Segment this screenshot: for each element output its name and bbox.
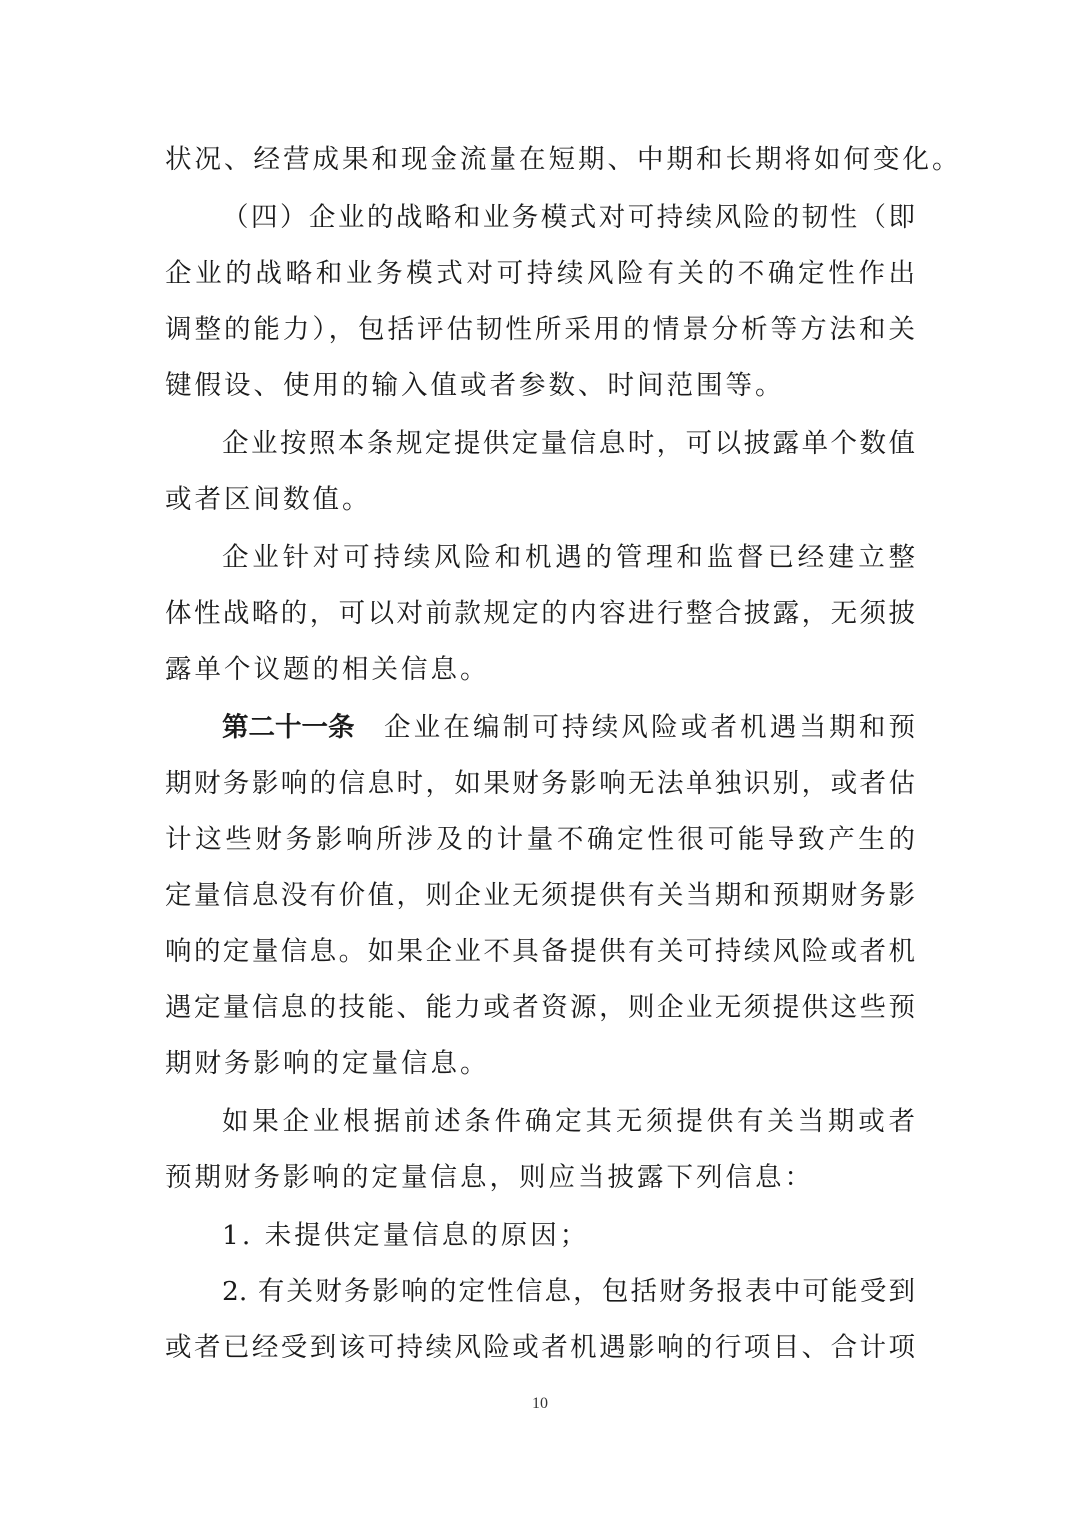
text-line: 调整的能力），包括评估韧性所采用的情景分析等方法和关: [165, 314, 915, 345]
text-line: 状况、经营成果和现金流量在短期、中期和长期将如何变化。: [165, 144, 962, 175]
text-line: 键假设、使用的输入值或者参数、时间范围等。: [165, 370, 785, 401]
text-line: 计这些财务影响所涉及的计量不确定性很可能导致产生的: [165, 824, 915, 855]
text-line: 或者已经受到该可持续风险或者机遇影响的行项目、合计项: [165, 1332, 915, 1363]
article-heading: 第二十一条: [222, 712, 355, 743]
text-line: 露单个议题的相关信息。: [165, 654, 490, 685]
text-line: 企业在编制可持续风险或者机遇当期和预: [384, 712, 915, 743]
text-line: 遇定量信息的技能、能力或者资源，则企业无须提供这些预: [165, 992, 915, 1023]
list-item: 2. 有关财务影响的定性信息，包括财务报表中可能受到: [222, 1276, 915, 1307]
list-item: 1. 未提供定量信息的原因；: [222, 1220, 590, 1251]
text-line: 预期财务影响的定量信息，则应当披露下列信息：: [165, 1162, 814, 1193]
text-line: 企业按照本条规定提供定量信息时，可以披露单个数值: [222, 428, 915, 459]
text-line: 期财务影响的信息时，如果财务影响无法单独识别，或者估: [165, 768, 915, 799]
text-line: 企业的战略和业务模式对可持续风险有关的不确定性作出: [165, 258, 915, 289]
text-line: 期财务影响的定量信息。: [165, 1048, 490, 1079]
text-line: 或者区间数值。: [165, 484, 372, 515]
text-line: 定量信息没有价值，则企业无须提供有关当期和预期财务影: [165, 880, 915, 911]
page-number: 10: [532, 1395, 548, 1412]
text-line: 企业针对可持续风险和机遇的管理和监督已经建立整: [222, 542, 915, 573]
text-line: 响的定量信息。如果企业不具备提供有关可持续风险或者机: [165, 936, 915, 967]
text-line: 如果企业根据前述条件确定其无须提供有关当期或者: [222, 1106, 915, 1137]
text-line: （四）企业的战略和业务模式对可持续风险的韧性（即: [222, 202, 915, 233]
text-line: 体性战略的，可以对前款规定的内容进行整合披露，无须披: [165, 598, 915, 629]
